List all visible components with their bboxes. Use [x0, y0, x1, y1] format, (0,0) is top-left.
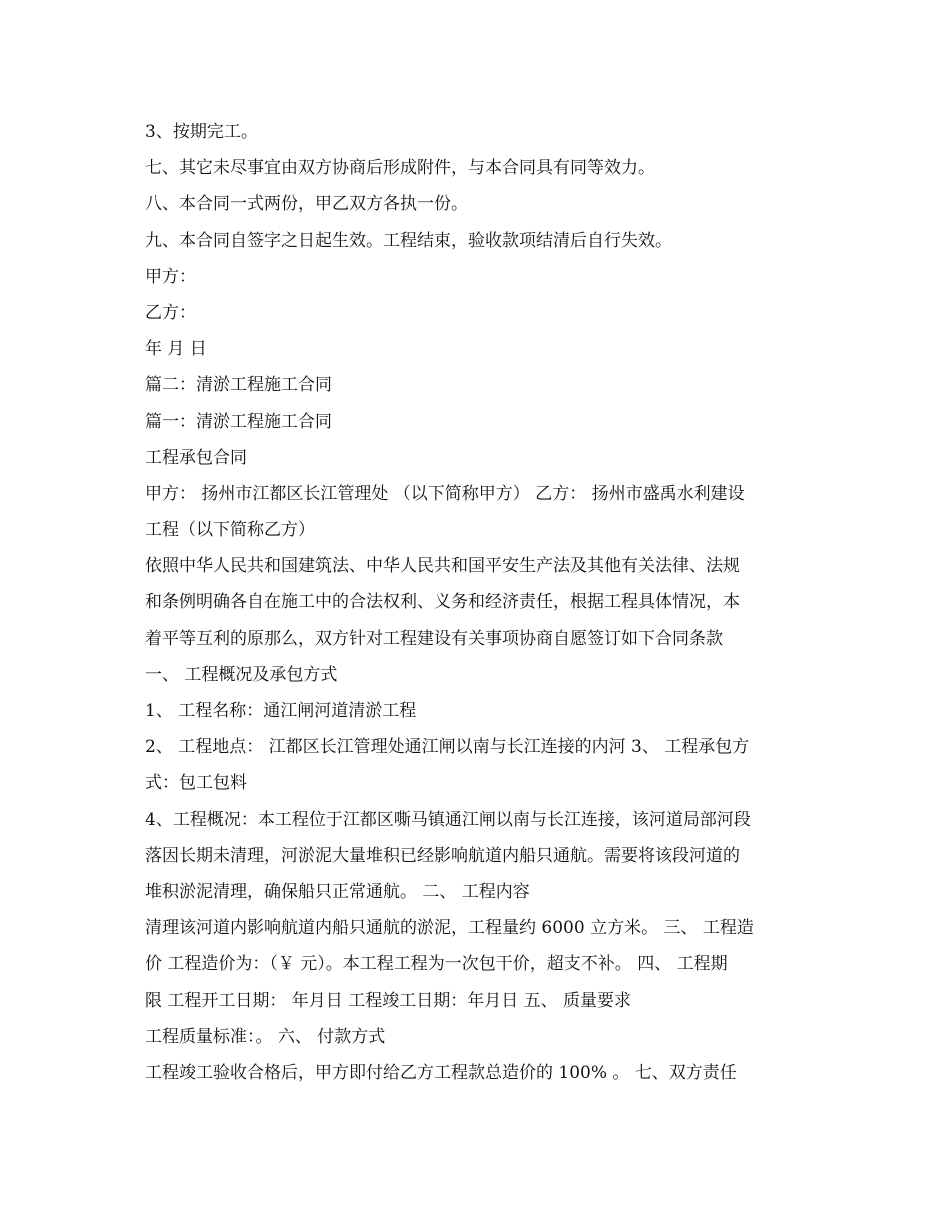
text-line: 甲方： 扬州市江都区长江管理处 （以下简称甲方） 乙方： 扬州市盛禹水利建设	[145, 483, 745, 504]
text-line: 和条例明确各自在施工中的合法权利、义务和经济责任，根据工程具体情况，本	[145, 592, 740, 613]
text-line: 工程竣工验收合格后，甲方即付给乙方工程款总造价的 100% 。 七、双方责任	[145, 1062, 737, 1083]
text-line: 依照中华人民共和国建筑法、中华人民共和国平安生产法及其他有关法律、法规	[145, 556, 740, 577]
contract-title: 工程承包合同	[145, 447, 247, 468]
text-line: 落因长期未清理，河淤泥大量堆积已经影响航道内船只通航。需要将该段河道的	[145, 845, 740, 866]
date-line: 年 月 日	[145, 339, 207, 360]
text-line: 3、按期完工。	[145, 122, 258, 142]
text-line: 清理该河道内影响航道内船只通航的淤泥，工程量约 6000 立方米。 三、 工程造	[145, 918, 754, 939]
text-line: 工程（以下简称乙方）	[145, 520, 315, 541]
text-line: 1、 工程名称：通江闸河道清淤工程	[145, 701, 417, 721]
text-line: 价 工程造价为：（￥ 元）。本工程工程为一次包干价，超支不补。 四、 工程期	[145, 954, 728, 975]
text-line: 工程质量标准：。 六、 付款方式	[145, 1026, 386, 1047]
party-b-label: 乙方：	[145, 302, 196, 323]
text-line: 限 工程开工日期： 年月日 工程竣工日期：年月日 五、 质量要求	[145, 990, 632, 1011]
text-line: 2、 工程地点： 江都区长江管理处通江闸以南与长江连接的内河 3、 工程承包方	[145, 737, 750, 758]
section-heading: 篇二：清淤工程施工合同	[145, 375, 332, 396]
text-line: 堆积淤泥清理，确保船只正常通航。 二、 工程内容	[145, 881, 530, 902]
section-heading: 篇一：清淤工程施工合同	[145, 411, 332, 432]
document-body	[145, 114, 815, 1091]
party-a-label: 甲方：	[145, 266, 196, 287]
text-line: 一、 工程概况及承包方式	[145, 664, 338, 685]
text-line: 式：包工包料	[145, 773, 247, 794]
text-line: 九、本合同自签字之日起生效。工程结束，验收款项结清后自行失效。	[145, 230, 672, 251]
text-line: 七、其它未尽事宜由双方协商后形成附件，与本合同具有同等效力。	[145, 158, 655, 179]
text-line: 八、本合同一式两份，甲乙双方各执一份。	[145, 194, 468, 215]
text-line: 4、工程概况：本工程位于江都区嘶马镇通江闸以南与长江连接，该河道局部河段	[145, 809, 751, 830]
text-line: 着平等互利的原那么，双方针对工程建设有关事项协商自愿签订如下合同条款	[145, 628, 723, 649]
